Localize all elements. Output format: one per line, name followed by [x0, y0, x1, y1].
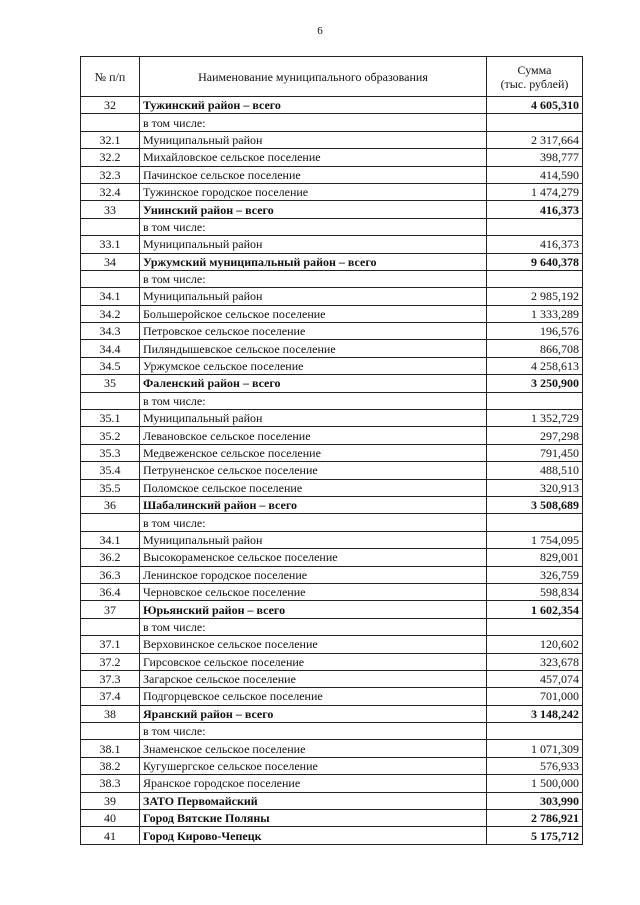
row-sum: 791,450 — [487, 444, 583, 461]
row-num: 38 — [81, 705, 140, 722]
row-num: 39 — [81, 792, 140, 809]
row-sum: 297,298 — [487, 427, 583, 444]
row-num: 32.1 — [81, 131, 140, 148]
header-name: Наименование муниципального образования — [140, 57, 487, 97]
row-num: 40 — [81, 810, 140, 827]
row-sum: 326,759 — [487, 566, 583, 583]
row-sum: 416,373 — [487, 236, 583, 253]
row-num: 34 — [81, 253, 140, 270]
table-row — [81, 114, 583, 131]
table-row — [81, 653, 583, 670]
table-row — [81, 670, 583, 687]
row-sum — [487, 514, 583, 531]
row-num: 32.4 — [81, 183, 140, 200]
table-row — [81, 444, 583, 461]
row-num: 35.1 — [81, 410, 140, 427]
row-name: Левановское сельское поселение — [140, 427, 487, 444]
table-row — [81, 410, 583, 427]
row-sum: 3 250,900 — [487, 375, 583, 392]
row-name: в том числе: — [140, 514, 487, 531]
table-row — [81, 201, 583, 218]
row-sum: 1 071,309 — [487, 740, 583, 757]
row-sum: 488,510 — [487, 462, 583, 479]
header-sum — [487, 57, 583, 97]
row-num: 35.2 — [81, 427, 140, 444]
row-num: 32 — [81, 97, 140, 114]
table-row — [81, 323, 583, 340]
table-row — [81, 827, 583, 844]
row-num: 36.3 — [81, 566, 140, 583]
table-row — [81, 97, 583, 114]
row-num: 34.4 — [81, 340, 140, 357]
row-sum: 2 317,664 — [487, 131, 583, 148]
row-sum: 457,074 — [487, 670, 583, 687]
row-num: 34.5 — [81, 357, 140, 374]
row-name: Муниципальный район — [140, 531, 487, 548]
table-row — [81, 149, 583, 166]
table-row — [81, 531, 583, 548]
row-sum: 5 175,712 — [487, 827, 583, 844]
row-num: 34.3 — [81, 323, 140, 340]
header-sum-line1: Сумма — [517, 62, 552, 77]
table-row — [81, 583, 583, 600]
row-sum: 196,576 — [487, 323, 583, 340]
table-row — [81, 479, 583, 496]
row-sum: 303,990 — [487, 792, 583, 809]
row-name: Кугушергское сельское поселение — [140, 757, 487, 774]
row-name: Михайловское сельское поселение — [140, 149, 487, 166]
row-name: Черновское сельское поселение — [140, 583, 487, 600]
table-row — [81, 618, 583, 635]
row-sum: 598,834 — [487, 583, 583, 600]
table-row — [81, 775, 583, 792]
row-sum: 4 605,310 — [487, 97, 583, 114]
row-name: Подгорцевское сельское поселение — [140, 688, 487, 705]
row-num — [81, 114, 140, 131]
row-sum: 3 148,242 — [487, 705, 583, 722]
row-name: Поломское сельское поселение — [140, 479, 487, 496]
row-name: Пиляндышевское сельское поселение — [140, 340, 487, 357]
row-num: 37.4 — [81, 688, 140, 705]
row-sum: 576,933 — [487, 757, 583, 774]
row-name: Пачинское сельское поселение — [140, 166, 487, 183]
row-num — [81, 514, 140, 531]
row-name: в том числе: — [140, 114, 487, 131]
row-num: 35 — [81, 375, 140, 392]
row-name: в том числе: — [140, 270, 487, 287]
row-num: 33 — [81, 201, 140, 218]
row-name: Петруненское сельское поселение — [140, 462, 487, 479]
row-name: Знаменское сельское поселение — [140, 740, 487, 757]
row-name: Тужинский район – всего — [140, 97, 487, 114]
table-row — [81, 601, 583, 618]
table-row — [81, 131, 583, 148]
row-sum: 866,708 — [487, 340, 583, 357]
row-sum: 701,000 — [487, 688, 583, 705]
table-row — [81, 288, 583, 305]
row-name: Петровское сельское поселение — [140, 323, 487, 340]
table-row — [81, 688, 583, 705]
row-num — [81, 218, 140, 235]
table-row — [81, 427, 583, 444]
row-name: Верховинское сельское поселение — [140, 636, 487, 653]
row-name: в том числе: — [140, 618, 487, 635]
row-num — [81, 618, 140, 635]
row-num: 35.3 — [81, 444, 140, 461]
row-sum: 120,602 — [487, 636, 583, 653]
row-num: 37.1 — [81, 636, 140, 653]
row-sum — [487, 723, 583, 740]
row-num: 37.2 — [81, 653, 140, 670]
row-name: Муниципальный район — [140, 131, 487, 148]
table-row — [81, 514, 583, 531]
row-sum — [487, 270, 583, 287]
row-num: 32.2 — [81, 149, 140, 166]
row-name: Медвеженское сельское поселение — [140, 444, 487, 461]
row-num: 37 — [81, 601, 140, 618]
row-name: Большеройское сельское поселение — [140, 305, 487, 322]
table-row — [81, 810, 583, 827]
row-name: Тужинское городское поселение — [140, 183, 487, 200]
row-name: Уржумский муниципальный район – всего — [140, 253, 487, 270]
row-name: Муниципальный район — [140, 410, 487, 427]
row-name: в том числе: — [140, 723, 487, 740]
row-sum: 398,777 — [487, 149, 583, 166]
header-sum-line2: (тыс. рублей) — [500, 76, 569, 91]
row-num: 34.1 — [81, 531, 140, 548]
row-name: Яранский район – всего — [140, 705, 487, 722]
row-num: 32.3 — [81, 166, 140, 183]
row-num: 34.1 — [81, 288, 140, 305]
table-row — [81, 340, 583, 357]
table-row — [81, 496, 583, 513]
table-row — [81, 357, 583, 374]
row-sum: 1 754,095 — [487, 531, 583, 548]
row-num: 35.5 — [81, 479, 140, 496]
table-row — [81, 462, 583, 479]
row-name: Муниципальный район — [140, 288, 487, 305]
row-sum: 2 786,921 — [487, 810, 583, 827]
table-row — [81, 183, 583, 200]
row-sum — [487, 218, 583, 235]
row-sum: 1 474,279 — [487, 183, 583, 200]
row-sum — [487, 392, 583, 409]
header-num: № п/п — [81, 57, 140, 97]
row-name: Унинский район – всего — [140, 201, 487, 218]
row-num: 37.3 — [81, 670, 140, 687]
row-sum: 4 258,613 — [487, 357, 583, 374]
row-name: Уржумское сельское поселение — [140, 357, 487, 374]
budget-table — [80, 56, 583, 845]
row-name: Ленинское городское поселение — [140, 566, 487, 583]
row-num — [81, 270, 140, 287]
row-sum: 1 500,000 — [487, 775, 583, 792]
table-row — [81, 723, 583, 740]
table-row — [81, 236, 583, 253]
row-num: 34.2 — [81, 305, 140, 322]
row-num: 36.4 — [81, 583, 140, 600]
table-row — [81, 253, 583, 270]
table-body — [81, 97, 583, 845]
table-row — [81, 740, 583, 757]
row-name: в том числе: — [140, 218, 487, 235]
row-sum: 9 640,378 — [487, 253, 583, 270]
table-row — [81, 636, 583, 653]
table-row — [81, 270, 583, 287]
table-header-row — [81, 57, 583, 97]
page-number: 6 — [317, 25, 323, 37]
table-row — [81, 166, 583, 183]
table-row — [81, 392, 583, 409]
table-row — [81, 375, 583, 392]
row-sum — [487, 114, 583, 131]
row-num: 41 — [81, 827, 140, 844]
row-sum — [487, 618, 583, 635]
table-row — [81, 566, 583, 583]
row-num: 33.1 — [81, 236, 140, 253]
row-sum: 320,913 — [487, 479, 583, 496]
row-num: 38.2 — [81, 757, 140, 774]
row-num — [81, 392, 140, 409]
table-row — [81, 705, 583, 722]
row-name: ЗАТО Первомайский — [140, 792, 487, 809]
row-name: Шабалинский район – всего — [140, 496, 487, 513]
row-num: 38.3 — [81, 775, 140, 792]
row-name: Загарское сельское поселение — [140, 670, 487, 687]
row-num: 38.1 — [81, 740, 140, 757]
row-sum: 323,678 — [487, 653, 583, 670]
row-name: Фаленский район – всего — [140, 375, 487, 392]
table-row — [81, 757, 583, 774]
row-num: 36.2 — [81, 549, 140, 566]
row-sum: 414,590 — [487, 166, 583, 183]
row-name: Муниципальный район — [140, 236, 487, 253]
row-num — [81, 723, 140, 740]
row-sum: 1 352,729 — [487, 410, 583, 427]
row-sum: 416,373 — [487, 201, 583, 218]
row-name: Город Вятские Поляны — [140, 810, 487, 827]
row-name: Гирсовское сельское поселение — [140, 653, 487, 670]
row-sum: 3 508,689 — [487, 496, 583, 513]
row-name: Город Кирово-Чепецк — [140, 827, 487, 844]
row-name: Высокораменское сельское поселение — [140, 549, 487, 566]
row-sum: 2 985,192 — [487, 288, 583, 305]
table-row — [81, 305, 583, 322]
row-sum: 829,001 — [487, 549, 583, 566]
row-sum: 1 333,289 — [487, 305, 583, 322]
table-row — [81, 792, 583, 809]
row-name: в том числе: — [140, 392, 487, 409]
row-name: Яранское городское поселение — [140, 775, 487, 792]
row-name: Юрьянский район – всего — [140, 601, 487, 618]
table-row — [81, 218, 583, 235]
table-row — [81, 549, 583, 566]
row-sum: 1 602,354 — [487, 601, 583, 618]
row-num: 35.4 — [81, 462, 140, 479]
row-num: 36 — [81, 496, 140, 513]
